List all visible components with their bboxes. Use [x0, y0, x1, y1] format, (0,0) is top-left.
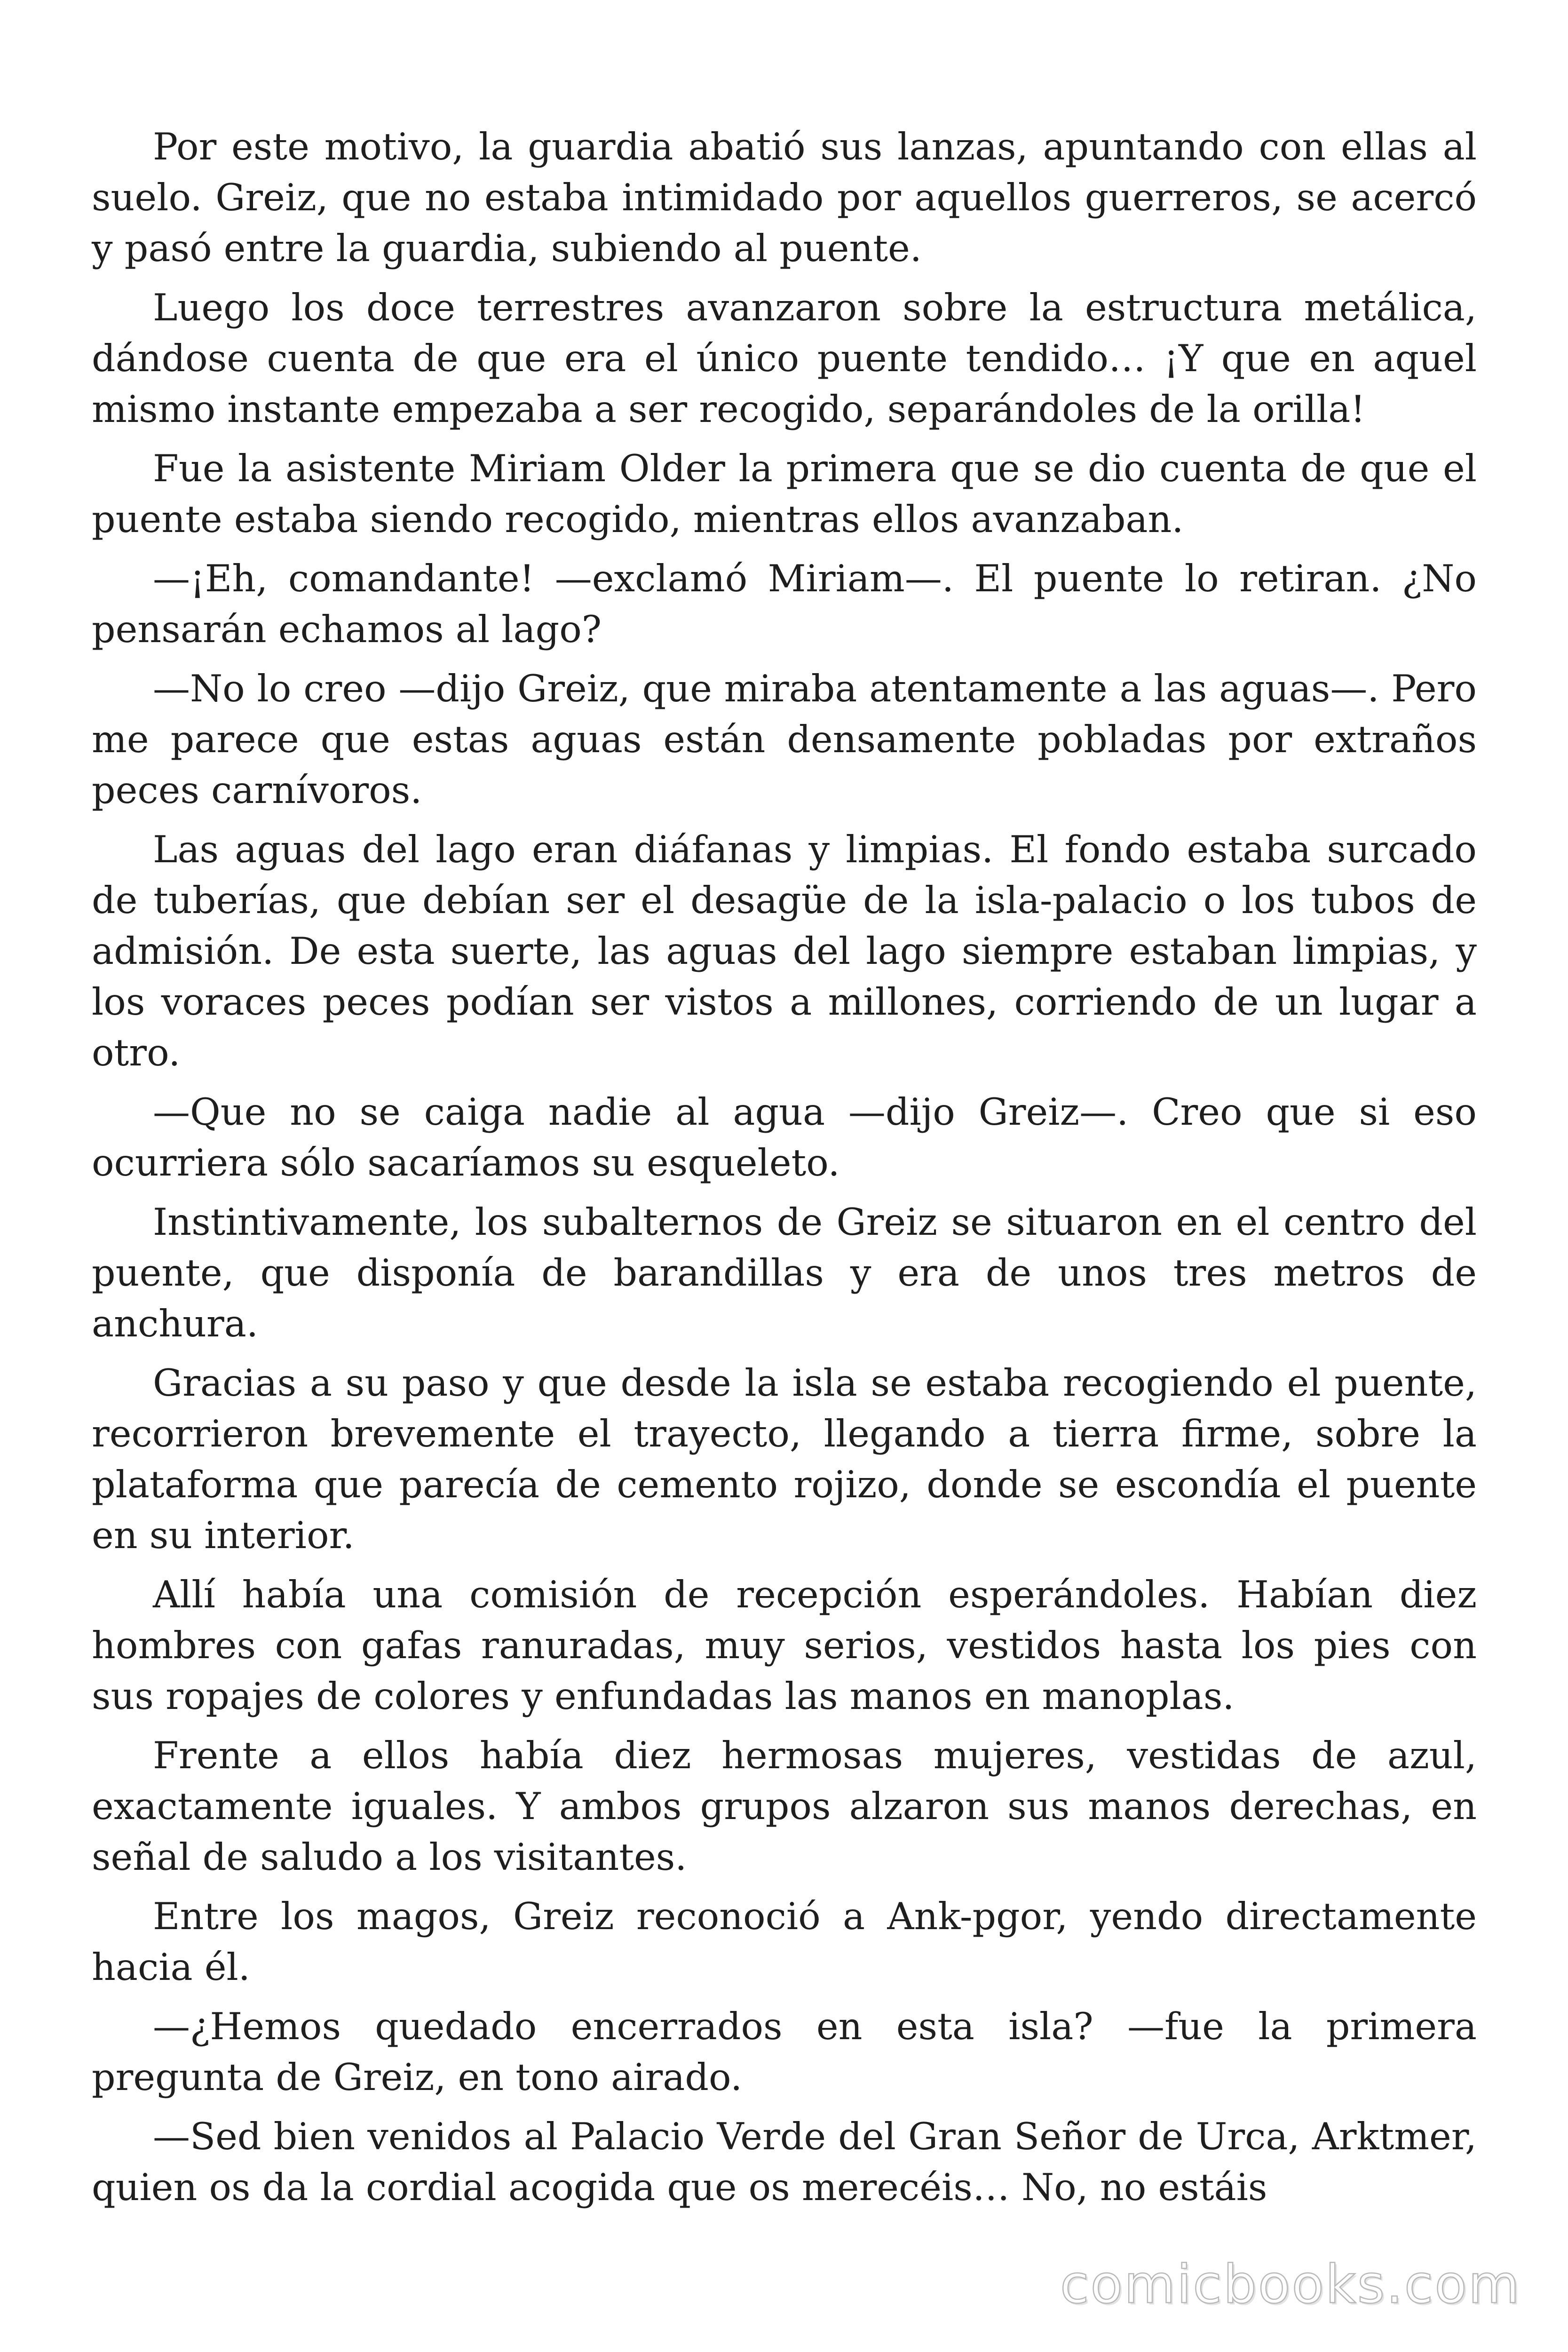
paragraph-5: —No lo creo —dijo Greiz, que miraba atentamente a las aguas—. Pero me parece que estas aguas están densamente pobladas por extraños peces carnívoros.: [92, 667, 1477, 812]
paragraph-7: —Que no se caiga nadie al agua —dijo Greiz—. Creo que si eso ocurriera sólo sacaríamos su esqueleto.: [92, 1090, 1477, 1184]
paragraph-4: —¡Eh, comandante! —exclamó Miriam—. El puente lo retiran. ¿No pensarán echamos al lago?: [92, 557, 1477, 651]
paragraph-9: Gracias a su paso y que desde la isla se estaba recogiendo el puente, recorrieron brevemente el trayecto, llegando a tierra firme, sobre la plataforma que parecía de cemento rojizo, donde se escondía el puente en su interior.: [92, 1361, 1477, 1557]
paragraph-14: —Sed bien venidos al Palacio Verde del Gran Señor de Urca, Arktmer, quien os da la cordial acogida que os merecéis… No, no estáis: [92, 2115, 1477, 2209]
paragraph-13: —¿Hemos quedado encerrados en esta isla? —fue la primera pregunta de Greiz, en tono airado.: [92, 2005, 1477, 2099]
paragraph-10: Allí había una comisión de recepción esperándoles. Habían diez hombres con gafas ranuradas, muy serios, vestidos hasta los pies con sus ropajes de colores y enfundadas las manos en manoplas.: [92, 1573, 1477, 1718]
paragraph-12: Entre los magos, Greiz reconoció a Ank-pgor, yendo directamente hacia él.: [92, 1895, 1477, 1989]
paragraph-2: Luego los doce terrestres avanzaron sobre la estructura metálica, dándose cuenta de que era el único puente tendido… ¡Y que en aquel mismo instante empezaba a ser recogido, separándoles de la orilla!: [92, 286, 1477, 431]
watermark: comicbooks.com: [1060, 2254, 1521, 2315]
paragraph-3: Fue la asistente Miriam Older la primera que se dio cuenta de que el puente estaba siendo recogido, mientras ellos avanzaban.: [92, 447, 1477, 541]
paragraph-8: Instintivamente, los subalternos de Greiz se situaron en el centro del puente, que disponía de barandillas y era de unos tres metros de anchura.: [92, 1200, 1477, 1345]
paragraph-1: Por este motivo, la guardia abatió sus lanzas, apuntando con ellas al suelo. Greiz, que no estaba intimidado por aquellos guerreros, se acercó y pasó entre la guardia, subiendo al puente.: [92, 125, 1477, 270]
paragraph-6: Las aguas del lago eran diáfanas y limpias. El fondo estaba surcado de tuberías, que debían ser el desagüe de la isla-palacio o los tubos de admisión. De esta suerte, las aguas del lago siempre estaban limpias, y los voraces peces podían ser vistos a millones, corriendo de un lugar a otro.: [92, 828, 1477, 1074]
book-page-text: [92, 121, 1477, 2221]
paragraph-11: Frente a ellos había diez hermosas mujeres, vestidas de azul, exactamente iguales. Y ambos grupos alzaron sus manos derechas, en señal de saludo a los visitantes.: [92, 1734, 1477, 1879]
